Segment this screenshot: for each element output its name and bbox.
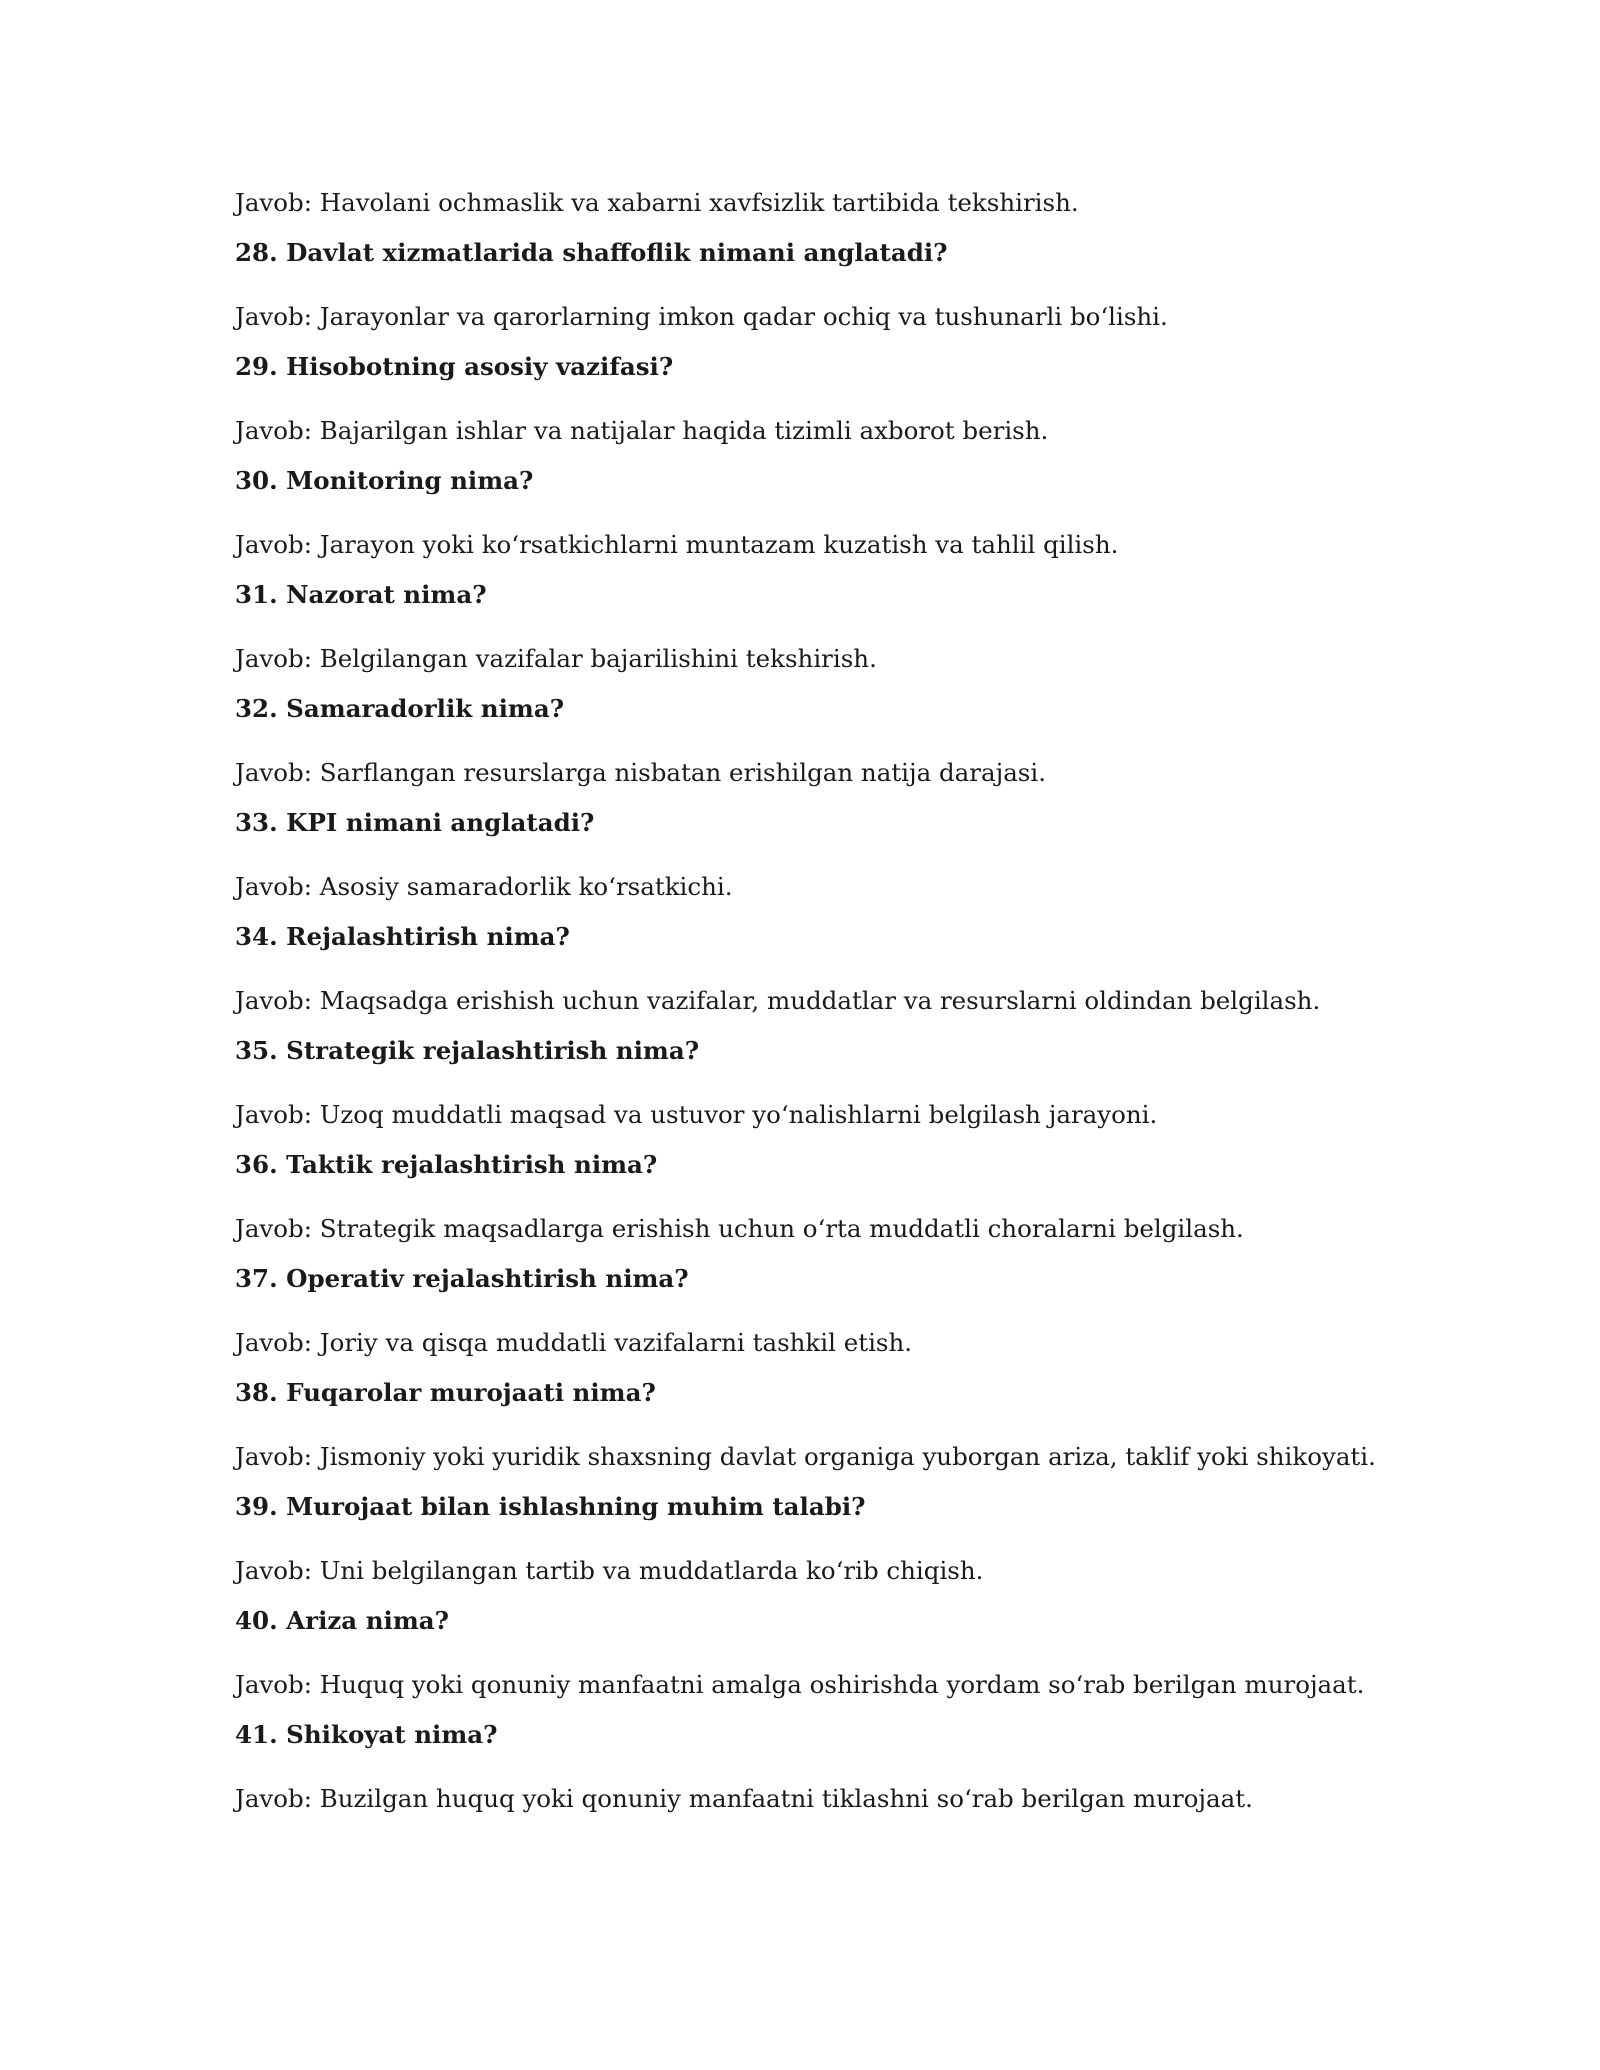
answer-28: Javob: Jarayonlar va qarorlarning imkon qadar ochiq va tushunarli boʻlishi. bbox=[235, 302, 1168, 331]
answer-32: Javob: Sarflangan resurslarga nisbatan erishilgan natija darajasi. bbox=[235, 758, 1047, 787]
question-28: 28. Davlat xizmatlarida shaffoflik nimani anglatadi? bbox=[235, 238, 948, 267]
qa-item bbox=[235, 236, 1415, 334]
qa-item bbox=[235, 1034, 1415, 1132]
question-37: 37. Operativ rejalashtirish nima? bbox=[235, 1264, 689, 1293]
question-35: 35. Strategik rejalashtirish nima? bbox=[235, 1036, 700, 1065]
question-38: 38. Fuqarolar murojaati nima? bbox=[235, 1378, 656, 1407]
qa-item bbox=[235, 806, 1415, 904]
question-31: 31. Nazorat nima? bbox=[235, 580, 487, 609]
question-30: 30. Monitoring nima? bbox=[235, 466, 534, 495]
qa-item bbox=[235, 1376, 1415, 1474]
answer-33: Javob: Asosiy samaradorlik koʻrsatkichi. bbox=[235, 872, 733, 901]
qa-item bbox=[235, 920, 1415, 1018]
question-36: 36. Taktik rejalashtirish nima? bbox=[235, 1150, 658, 1179]
qa-item bbox=[235, 1604, 1415, 1702]
qa-item bbox=[235, 1262, 1415, 1360]
intro-answer: Javob: Havolani ochmaslik va xabarni xavfsizlik tartibida tekshirish. bbox=[235, 188, 1079, 217]
question-40: 40. Ariza nima? bbox=[235, 1606, 449, 1635]
answer-31: Javob: Belgilangan vazifalar bajarilishini tekshirish. bbox=[235, 644, 877, 673]
answer-41: Javob: Buzilgan huquq yoki qonuniy manfaatni tiklashni soʻrab berilgan murojaat. bbox=[235, 1784, 1253, 1813]
answer-40: Javob: Huquq yoki qonuniy manfaatni amalga oshirishda yordam soʻrab berilgan murojaat. bbox=[235, 1670, 1365, 1699]
question-41: 41. Shikoyat nima? bbox=[235, 1720, 498, 1749]
answer-30: Javob: Jarayon yoki koʻrsatkichlarni muntazam kuzatish va tahlil qilish. bbox=[235, 530, 1119, 559]
question-33: 33. KPI nimani anglatadi? bbox=[235, 808, 595, 837]
qa-item bbox=[235, 692, 1415, 790]
qa-item bbox=[235, 350, 1415, 448]
qa-item bbox=[235, 464, 1415, 562]
answer-35: Javob: Uzoq muddatli maqsad va ustuvor yoʻnalishlarni belgilash jarayoni. bbox=[235, 1100, 1158, 1129]
question-32: 32. Samaradorlik nima? bbox=[235, 694, 565, 723]
qa-item bbox=[235, 1718, 1415, 1816]
answer-29: Javob: Bajarilgan ishlar va natijalar haqida tizimli axborot berish. bbox=[235, 416, 1049, 445]
question-39: 39. Murojaat bilan ishlashning muhim talabi? bbox=[235, 1492, 866, 1521]
answer-39: Javob: Uni belgilangan tartib va muddatlarda koʻrib chiqish. bbox=[235, 1556, 984, 1585]
document-page bbox=[235, 186, 1415, 1816]
answer-34: Javob: Maqsadga erishish uchun vazifalar, muddatlar va resurslarni oldindan belgilash. bbox=[235, 986, 1321, 1015]
qa-item bbox=[235, 1148, 1415, 1246]
answer-37: Javob: Joriy va qisqa muddatli vazifalarni tashkil etish. bbox=[235, 1328, 913, 1357]
question-34: 34. Rejalashtirish nima? bbox=[235, 922, 570, 951]
answer-36: Javob: Strategik maqsadlarga erishish uchun oʻrta muddatli choralarni belgilash. bbox=[235, 1214, 1244, 1243]
question-29: 29. Hisobotning asosiy vazifasi? bbox=[235, 352, 674, 381]
qa-item bbox=[235, 1490, 1415, 1588]
answer-38: Javob: Jismoniy yoki yuridik shaxsning davlat organiga yuborgan ariza, taklif yoki shikoyati. bbox=[235, 1442, 1376, 1471]
qa-item bbox=[235, 578, 1415, 676]
